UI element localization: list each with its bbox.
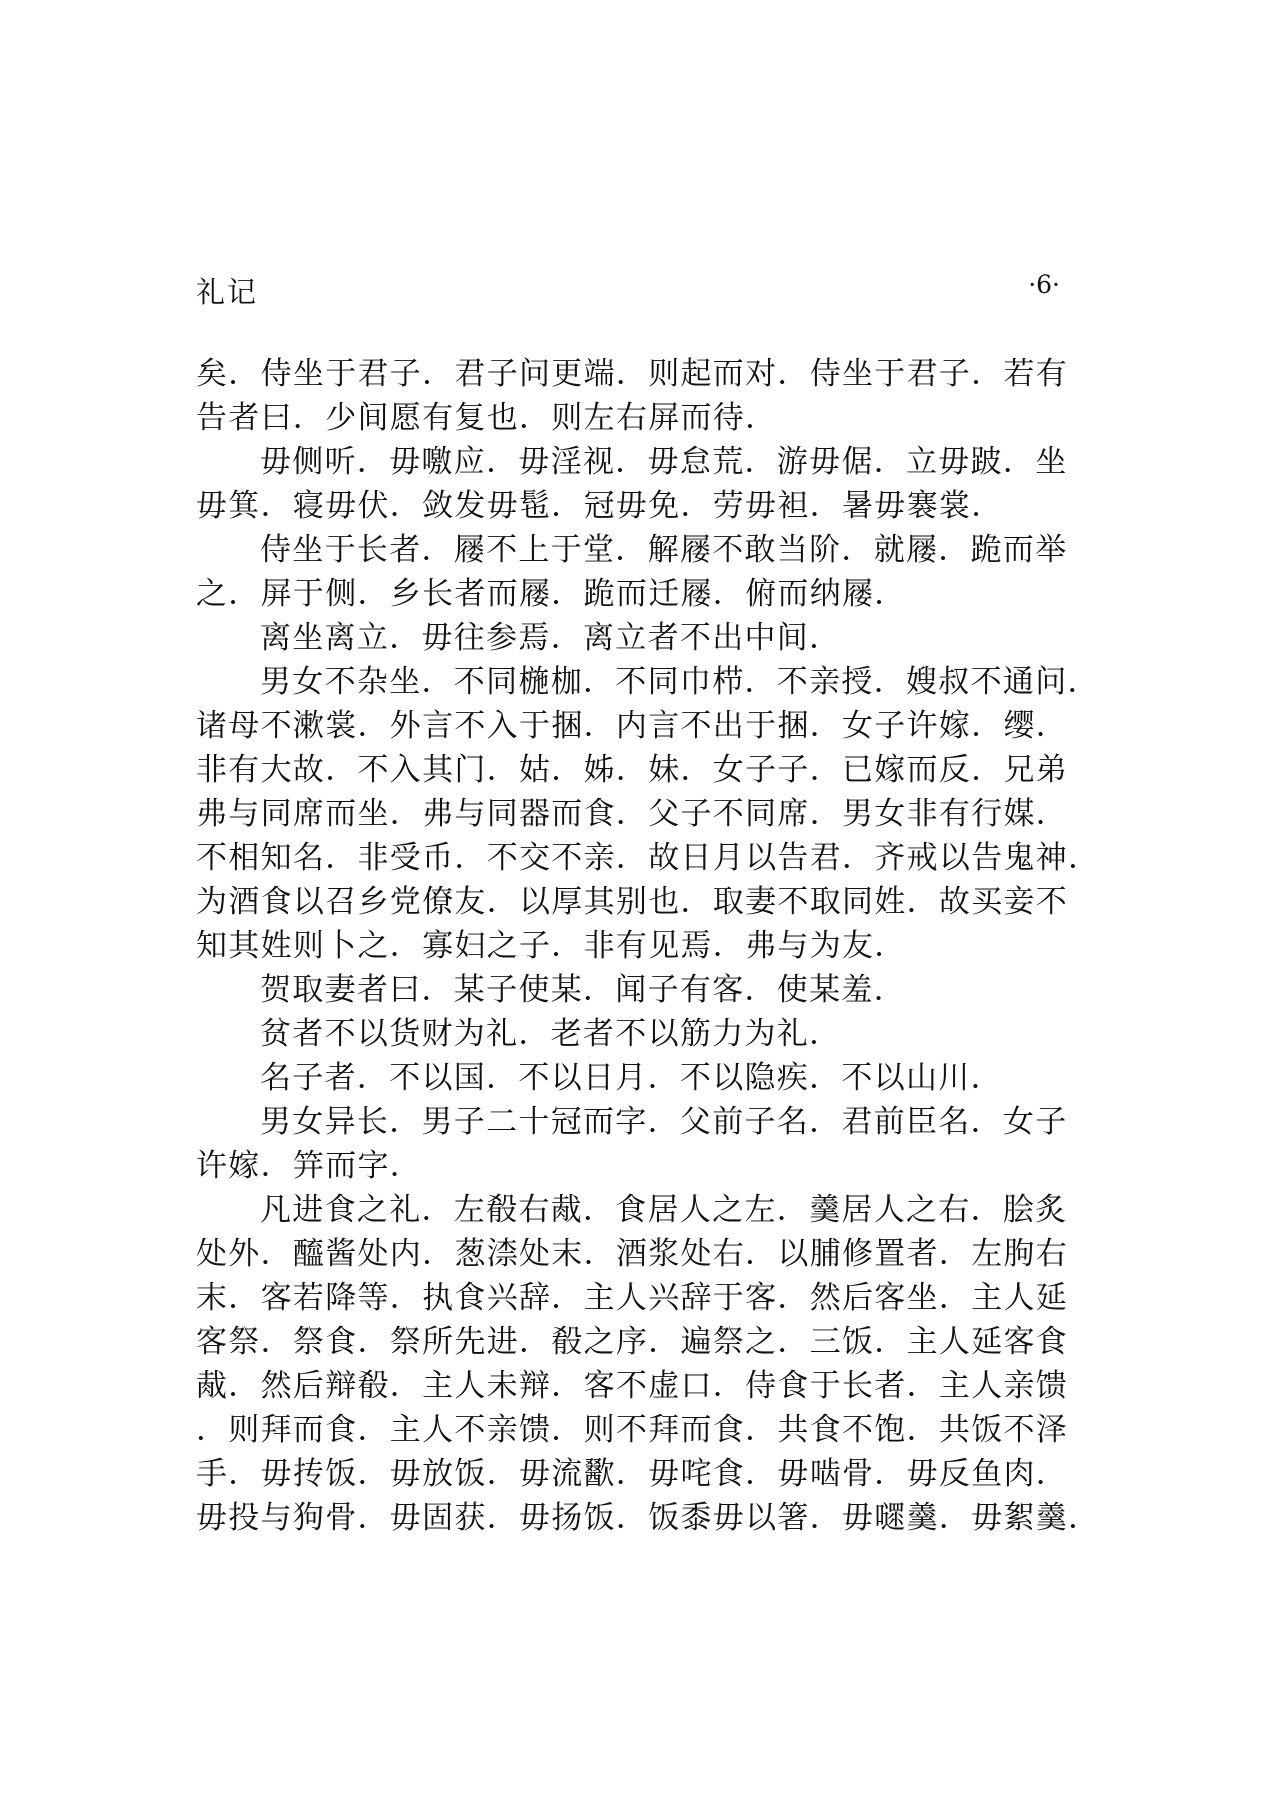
text-line: 胾．然后辩殽．主人未辩．客不虚口．侍食于长者．主人亲馈 xyxy=(196,1368,1069,1404)
book-title: 礼记 xyxy=(196,275,259,309)
text-line: 贫者不以货财为礼．老者不以筋力为礼． xyxy=(260,1016,842,1052)
text-line: 手．毋抟饭．毋放饭．毋流歠．毋咤食．毋啮骨．毋反鱼肉． xyxy=(196,1456,1069,1492)
text-line: 为酒食以召乡党僚友．以厚其别也．取妻不取同姓．故买妾不 xyxy=(196,884,1069,920)
text-line: 告者曰．少间愿有复也．则左右屏而待． xyxy=(196,400,778,436)
running-header xyxy=(196,270,1060,310)
text-line: 离坐离立．毋往参焉．离立者不出中间． xyxy=(260,620,842,656)
text-line: ．则拜而食．主人不亲馈．则不拜而食．共食不饱．共饭不泽 xyxy=(196,1412,1069,1448)
text-line: 凡进食之礼．左殽右胾．食居人之左．羹居人之右．脍炙 xyxy=(260,1192,1068,1228)
text-line: 名子者．不以国．不以日月．不以隐疾．不以山川． xyxy=(260,1060,1003,1096)
text-line: 贺取妻者曰．某子使某．闻子有客．使某羞． xyxy=(260,972,906,1008)
text-line: 知其姓则卜之．寡妇之子．非有见焉．弗与为友． xyxy=(196,928,907,964)
text-line: 非有大故．不入其门．姑．姊．妹．女子子．已嫁而反．兄弟 xyxy=(196,752,1069,788)
text-line: 弗与同席而坐．弗与同器而食．父子不同席．男女非有行媒． xyxy=(196,796,1069,832)
text-line: 末．客若降等．执食兴辞．主人兴辞于客．然后客坐．主人延 xyxy=(196,1280,1069,1316)
text-line: 毋侧听．毋噭应．毋淫视．毋怠荒．游毋倨．立毋跛．坐 xyxy=(260,444,1068,480)
text-line: 毋投与狗骨．毋固获．毋扬饭．饭黍毋以箸．毋嚃羹．毋絮羹． xyxy=(196,1500,1101,1536)
text-line: 毋箕．寝毋伏．敛发毋髢．冠毋免．劳毋袒．暑毋褰裳． xyxy=(196,488,1004,524)
text-line: 之．屏于侧．乡长者而屦．跪而迁屦．俯而纳屦． xyxy=(196,576,907,612)
text-line: 不相知名．非受币．不交不亲．故日月以告君．齐戒以告鬼神． xyxy=(196,840,1101,876)
body-text xyxy=(196,352,1116,1540)
text-line: 男女不杂坐．不同椸枷．不同巾栉．不亲授．嫂叔不通问． xyxy=(260,664,1100,700)
text-line: 客祭．祭食．祭所先进．殽之序．遍祭之．三饭．主人延客食 xyxy=(196,1324,1069,1360)
text-line: 男女异长．男子二十冠而字．父前子名．君前臣名．女子 xyxy=(260,1104,1068,1140)
text-line: 矣．侍坐于君子．君子问更端．则起而对．侍坐于君子．若有 xyxy=(196,356,1069,392)
text-line: 侍坐于长者．屦不上于堂．解屦不敢当阶．就屦．跪而举 xyxy=(260,532,1068,568)
text-line: 诸母不漱裳．外言不入于捆．内言不出于捆．女子许嫁．缨． xyxy=(196,708,1069,744)
text-line: 许嫁．笄而字． xyxy=(196,1148,423,1184)
page-number: ·6· xyxy=(1028,270,1060,299)
text-line: 处外．醯酱处内．葱渿处末．酒浆处右．以脯修置者．左朐右 xyxy=(196,1236,1069,1272)
